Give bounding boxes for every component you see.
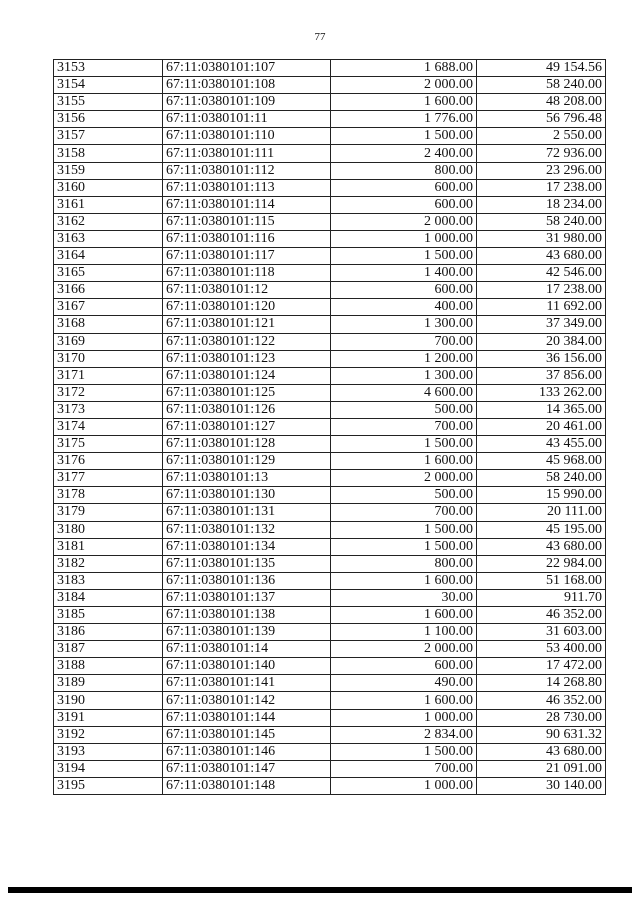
cadastral-number-cell: 67:11:0380101:125 [163,384,331,401]
row-number-cell: 3168 [54,316,163,333]
cadastral-number-cell: 67:11:0380101:124 [163,367,331,384]
area-cell: 1 500.00 [331,128,477,145]
table-row [54,128,606,145]
cadastral-number-cell: 67:11:0380101:138 [163,607,331,624]
cadastral-number-cell: 67:11:0380101:137 [163,589,331,606]
area-cell: 1 500.00 [331,743,477,760]
table-row [54,418,606,435]
row-number-cell: 3187 [54,641,163,658]
cadastral-number-cell: 67:11:0380101:140 [163,658,331,675]
value-cell: 14 365.00 [477,401,606,418]
value-cell: 53 400.00 [477,641,606,658]
table-row [54,760,606,777]
cadastral-number-cell: 67:11:0380101:128 [163,436,331,453]
row-number-cell: 3181 [54,538,163,555]
value-cell: 49 154.56 [477,60,606,77]
table-row [54,230,606,247]
table-row [54,607,606,624]
value-cell: 42 546.00 [477,265,606,282]
area-cell: 1 600.00 [331,94,477,111]
table-row [54,487,606,504]
cadastral-number-cell: 67:11:0380101:132 [163,521,331,538]
table-row [54,624,606,641]
table-row [54,162,606,179]
row-number-cell: 3177 [54,470,163,487]
value-cell: 22 984.00 [477,555,606,572]
row-number-cell: 3185 [54,607,163,624]
table-row [54,589,606,606]
value-cell: 21 091.00 [477,760,606,777]
area-cell: 700.00 [331,418,477,435]
area-cell: 1 500.00 [331,248,477,265]
table-row [54,641,606,658]
table-row [54,401,606,418]
row-number-cell: 3165 [54,265,163,282]
cadastral-number-cell: 67:11:0380101:117 [163,248,331,265]
value-cell: 58 240.00 [477,213,606,230]
value-cell: 90 631.32 [477,726,606,743]
cadastral-number-cell: 67:11:0380101:13 [163,470,331,487]
cadastral-number-cell: 67:11:0380101:148 [163,777,331,794]
cadastral-number-cell: 67:11:0380101:107 [163,60,331,77]
row-number-cell: 3157 [54,128,163,145]
cadastral-number-cell: 67:11:0380101:139 [163,624,331,641]
value-cell: 43 680.00 [477,743,606,760]
value-cell: 23 296.00 [477,162,606,179]
table-row [54,94,606,111]
page-number: 77 [314,31,326,43]
value-cell: 11 692.00 [477,299,606,316]
table-row [54,248,606,265]
row-number-cell: 3153 [54,60,163,77]
cadastral-number-cell: 67:11:0380101:120 [163,299,331,316]
cadastral-number-cell: 67:11:0380101:144 [163,709,331,726]
table-row [54,60,606,77]
value-cell: 31 603.00 [477,624,606,641]
cadastral-number-cell: 67:11:0380101:109 [163,94,331,111]
row-number-cell: 3195 [54,777,163,794]
row-number-cell: 3183 [54,572,163,589]
value-cell: 28 730.00 [477,709,606,726]
row-number-cell: 3156 [54,111,163,128]
value-cell: 45 195.00 [477,521,606,538]
table-row [54,538,606,555]
row-number-cell: 3170 [54,350,163,367]
area-cell: 1 400.00 [331,265,477,282]
row-number-cell: 3184 [54,589,163,606]
cadastral-number-cell: 67:11:0380101:130 [163,487,331,504]
table-row [54,453,606,470]
cadastral-number-cell: 67:11:0380101:135 [163,555,331,572]
area-cell: 400.00 [331,299,477,316]
value-cell: 17 238.00 [477,282,606,299]
value-cell: 2 550.00 [477,128,606,145]
row-number-cell: 3189 [54,675,163,692]
cadastral-number-cell: 67:11:0380101:110 [163,128,331,145]
table-row [54,692,606,709]
table-body [54,60,606,795]
cadastral-number-cell: 67:11:0380101:114 [163,196,331,213]
table-row [54,145,606,162]
row-number-cell: 3162 [54,213,163,230]
cadastral-number-cell: 67:11:0380101:12 [163,282,331,299]
row-number-cell: 3193 [54,743,163,760]
value-cell: 45 968.00 [477,453,606,470]
table-row [54,316,606,333]
area-cell: 1 300.00 [331,316,477,333]
cadastral-number-cell: 67:11:0380101:146 [163,743,331,760]
cadastral-number-cell: 67:11:0380101:145 [163,726,331,743]
area-cell: 600.00 [331,282,477,299]
row-number-cell: 3171 [54,367,163,384]
area-cell: 1 600.00 [331,572,477,589]
area-cell: 700.00 [331,760,477,777]
value-cell: 37 349.00 [477,316,606,333]
table-row [54,675,606,692]
row-number-cell: 3158 [54,145,163,162]
table-row [54,350,606,367]
area-cell: 1 300.00 [331,367,477,384]
cadastral-number-cell: 67:11:0380101:141 [163,675,331,692]
table-row [54,179,606,196]
area-cell: 2 400.00 [331,145,477,162]
table-row [54,265,606,282]
table-row [54,521,606,538]
table-row [54,213,606,230]
area-cell: 2 000.00 [331,470,477,487]
area-cell: 1 000.00 [331,777,477,794]
value-cell: 20 461.00 [477,418,606,435]
table-row [54,658,606,675]
area-cell: 1 600.00 [331,607,477,624]
row-number-cell: 3163 [54,230,163,247]
value-cell: 43 680.00 [477,538,606,555]
row-number-cell: 3172 [54,384,163,401]
table-row [54,470,606,487]
cadastral-number-cell: 67:11:0380101:11 [163,111,331,128]
value-cell: 30 140.00 [477,777,606,794]
table-row [54,299,606,316]
value-cell: 20 384.00 [477,333,606,350]
value-cell: 46 352.00 [477,692,606,709]
row-number-cell: 3178 [54,487,163,504]
row-number-cell: 3167 [54,299,163,316]
table-row [54,196,606,213]
area-cell: 1 500.00 [331,538,477,555]
cadastral-number-cell: 67:11:0380101:136 [163,572,331,589]
value-cell: 58 240.00 [477,470,606,487]
cadastral-number-cell: 67:11:0380101:123 [163,350,331,367]
area-cell: 1 500.00 [331,521,477,538]
area-cell: 800.00 [331,555,477,572]
value-cell: 56 796.48 [477,111,606,128]
value-cell: 18 234.00 [477,196,606,213]
table-row [54,709,606,726]
cadastral-number-cell: 67:11:0380101:131 [163,504,331,521]
table-row [54,111,606,128]
cadastral-number-cell: 67:11:0380101:129 [163,453,331,470]
cadastral-number-cell: 67:11:0380101:121 [163,316,331,333]
value-cell: 17 238.00 [477,179,606,196]
value-cell: 43 680.00 [477,248,606,265]
table-row [54,282,606,299]
value-cell: 46 352.00 [477,607,606,624]
value-cell: 911.70 [477,589,606,606]
area-cell: 1 688.00 [331,60,477,77]
row-number-cell: 3164 [54,248,163,265]
value-cell: 51 168.00 [477,572,606,589]
row-number-cell: 3179 [54,504,163,521]
area-cell: 1 776.00 [331,111,477,128]
table-row [54,436,606,453]
area-cell: 700.00 [331,333,477,350]
row-number-cell: 3180 [54,521,163,538]
value-cell: 36 156.00 [477,350,606,367]
row-number-cell: 3194 [54,760,163,777]
table-row [54,77,606,94]
table-row [54,384,606,401]
area-cell: 1 600.00 [331,692,477,709]
value-cell: 43 455.00 [477,436,606,453]
value-cell: 14 268.80 [477,675,606,692]
row-number-cell: 3175 [54,436,163,453]
area-cell: 600.00 [331,658,477,675]
area-cell: 1 000.00 [331,230,477,247]
row-number-cell: 3154 [54,77,163,94]
area-cell: 4 600.00 [331,384,477,401]
value-cell: 15 990.00 [477,487,606,504]
area-cell: 800.00 [331,162,477,179]
cadastral-number-cell: 67:11:0380101:111 [163,145,331,162]
cadastral-number-cell: 67:11:0380101:122 [163,333,331,350]
row-number-cell: 3186 [54,624,163,641]
value-cell: 17 472.00 [477,658,606,675]
table-row [54,777,606,794]
area-cell: 1 000.00 [331,709,477,726]
cadastral-number-cell: 67:11:0380101:134 [163,538,331,555]
row-number-cell: 3159 [54,162,163,179]
bottom-rule [8,887,632,893]
area-cell: 1 100.00 [331,624,477,641]
row-number-cell: 3173 [54,401,163,418]
cadastral-number-cell: 67:11:0380101:142 [163,692,331,709]
row-number-cell: 3169 [54,333,163,350]
area-cell: 30.00 [331,589,477,606]
cadastral-number-cell: 67:11:0380101:118 [163,265,331,282]
value-cell: 37 856.00 [477,367,606,384]
cadastral-number-cell: 67:11:0380101:147 [163,760,331,777]
cadastral-number-cell: 67:11:0380101:115 [163,213,331,230]
area-cell: 1 500.00 [331,436,477,453]
cadastral-number-cell: 67:11:0380101:14 [163,641,331,658]
row-number-cell: 3190 [54,692,163,709]
area-cell: 2 834.00 [331,726,477,743]
table-row [54,367,606,384]
area-cell: 1 600.00 [331,453,477,470]
value-cell: 72 936.00 [477,145,606,162]
area-cell: 700.00 [331,504,477,521]
cadastral-number-cell: 67:11:0380101:126 [163,401,331,418]
area-cell: 2 000.00 [331,77,477,94]
area-cell: 2 000.00 [331,213,477,230]
row-number-cell: 3176 [54,453,163,470]
table-row [54,504,606,521]
table-row [54,743,606,760]
value-cell: 48 208.00 [477,94,606,111]
row-number-cell: 3182 [54,555,163,572]
row-number-cell: 3191 [54,709,163,726]
cadastral-number-cell: 67:11:0380101:127 [163,418,331,435]
area-cell: 600.00 [331,196,477,213]
value-cell: 133 262.00 [477,384,606,401]
parcel-table [53,59,606,795]
cadastral-number-cell: 67:11:0380101:108 [163,77,331,94]
row-number-cell: 3155 [54,94,163,111]
area-cell: 490.00 [331,675,477,692]
area-cell: 500.00 [331,487,477,504]
value-cell: 58 240.00 [477,77,606,94]
table-row [54,555,606,572]
row-number-cell: 3174 [54,418,163,435]
cadastral-number-cell: 67:11:0380101:116 [163,230,331,247]
row-number-cell: 3160 [54,179,163,196]
cadastral-number-cell: 67:11:0380101:113 [163,179,331,196]
row-number-cell: 3188 [54,658,163,675]
value-cell: 31 980.00 [477,230,606,247]
value-cell: 20 111.00 [477,504,606,521]
table-row [54,333,606,350]
area-cell: 1 200.00 [331,350,477,367]
table-row [54,726,606,743]
area-cell: 500.00 [331,401,477,418]
cadastral-number-cell: 67:11:0380101:112 [163,162,331,179]
row-number-cell: 3161 [54,196,163,213]
area-cell: 600.00 [331,179,477,196]
table-row [54,572,606,589]
area-cell: 2 000.00 [331,641,477,658]
row-number-cell: 3166 [54,282,163,299]
row-number-cell: 3192 [54,726,163,743]
